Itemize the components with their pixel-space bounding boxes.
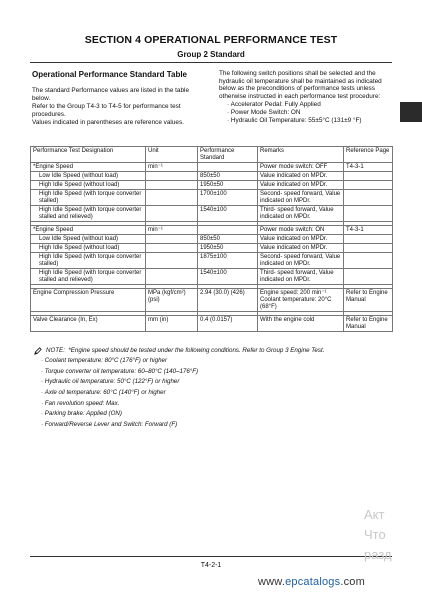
note-item: · Forward/Reverse Lever and Switch: Forward (F) bbox=[41, 421, 394, 429]
column-header: Remarks bbox=[258, 147, 344, 163]
column-header: Performance Standard bbox=[198, 147, 258, 163]
table-cell: High Idle Speed (with torque converter stalled) bbox=[31, 253, 146, 269]
column-header: Unit bbox=[146, 147, 198, 163]
intro-right-column bbox=[219, 70, 394, 124]
table-row bbox=[31, 316, 393, 332]
table-cell: 850±50 bbox=[198, 235, 258, 244]
note-conditions-list bbox=[34, 357, 394, 429]
table-cell bbox=[344, 253, 393, 269]
table-cell bbox=[146, 172, 198, 181]
note-label: NOTE: bbox=[46, 347, 65, 354]
table-body bbox=[31, 163, 393, 332]
intro-paragraph-2: Refer to the Group T4-3 to T4-5 for performance test procedures. bbox=[32, 103, 181, 118]
table-cell: High Idle Speed (without load) bbox=[31, 244, 146, 253]
table-cell bbox=[146, 269, 198, 285]
note-item: · Torque converter oil temperature: 60–80°C (140–176°F) bbox=[41, 368, 394, 376]
watermark-link[interactable] bbox=[258, 576, 365, 588]
table-cell bbox=[198, 163, 258, 172]
table-cell bbox=[344, 172, 393, 181]
table-cell bbox=[146, 253, 198, 269]
table-cell: Refer to Engine Manual bbox=[344, 289, 393, 312]
table-cell: High Idle Speed (with torque converter stalled and relieved) bbox=[31, 269, 146, 285]
table-row bbox=[31, 226, 393, 235]
note-text: *Engine speed should be tested under the following conditions. Refer to Group 3 Engine Test. bbox=[68, 347, 325, 354]
table-cell: 1875±100 bbox=[198, 253, 258, 269]
table-cell bbox=[146, 244, 198, 253]
watermark-prefix: www. bbox=[258, 576, 286, 588]
table-cell: 2.94 (30.0) (426) bbox=[198, 289, 258, 312]
table-row bbox=[31, 163, 393, 172]
table-cell: High Idle Speed (with torque converter stalled) bbox=[31, 190, 146, 206]
page-subtitle: Group 2 Standard bbox=[177, 50, 245, 59]
overlay-line: разд bbox=[364, 547, 392, 562]
table-row bbox=[31, 235, 393, 244]
intro-paragraph-1: The standard Performance values are listed in the table below. bbox=[32, 87, 190, 102]
pencil-icon bbox=[34, 347, 42, 355]
table-row bbox=[31, 244, 393, 253]
table-cell: Refer to Engine Manual bbox=[344, 316, 393, 332]
table-cell bbox=[344, 269, 393, 285]
table-row bbox=[31, 269, 393, 285]
table-cell bbox=[146, 235, 198, 244]
table-row bbox=[31, 172, 393, 181]
intro-left-column bbox=[32, 71, 207, 127]
performance-table bbox=[30, 146, 393, 332]
table-header-row bbox=[31, 147, 393, 163]
table-cell: *Engine Speed bbox=[31, 226, 146, 235]
header-divider bbox=[30, 62, 392, 63]
table-cell bbox=[198, 226, 258, 235]
column-header: Performance Test Designation bbox=[31, 147, 146, 163]
table-row bbox=[31, 253, 393, 269]
table-cell: 1540±100 bbox=[198, 206, 258, 222]
table-cell: Value indicated on MPDr. bbox=[258, 181, 344, 190]
table-cell: Third- speed forward, Value indicated on MPDr. bbox=[258, 269, 344, 285]
overlay-line: Что bbox=[364, 527, 386, 542]
footer-divider bbox=[30, 556, 392, 557]
table-cell: MPa (kgf/cm²) (psi) bbox=[146, 289, 198, 312]
section-heading: Operational Performance Standard Table bbox=[32, 70, 188, 79]
table-cell: Power mode switch: ON bbox=[258, 226, 344, 235]
table-row bbox=[31, 181, 393, 190]
precondition-item: · Hydraulic Oil Temperature: 55±5°C (131±9 °F) bbox=[227, 117, 394, 125]
os-activation-overlay bbox=[364, 505, 392, 565]
watermark-suffix: .com bbox=[340, 576, 365, 588]
watermark-brand: epcatalogs bbox=[285, 576, 341, 588]
table-cell bbox=[344, 206, 393, 222]
note-item: · Axle oil temperature: 60°C (140°F) or higher bbox=[41, 389, 394, 397]
note-item: · Hydraulic oil temperature: 50°C (122°F) or higher bbox=[41, 378, 394, 386]
note-item: · Parking brake: Applied (ON) bbox=[41, 410, 394, 418]
table-cell: *Engine Speed bbox=[31, 163, 146, 172]
table-cell: 0.4 (0.0157) bbox=[198, 316, 258, 332]
column-header: Reference Page bbox=[344, 147, 393, 163]
table-cell bbox=[146, 181, 198, 190]
table-row bbox=[31, 190, 393, 206]
preconditions-text: The following switch positions shall be selected and the hydraulic oil temperature shall be maintained as indicated below as the preconditions of performance tests unless otherwise instructed in each performance test procedure: bbox=[219, 70, 382, 100]
table-cell: 1540±100 bbox=[198, 269, 258, 285]
section-tab-marker bbox=[400, 102, 422, 122]
intro-paragraph-3: Values indicated in parentheses are reference values. bbox=[32, 119, 184, 126]
table-cell bbox=[146, 190, 198, 206]
precondition-item: · Accelerator Pedal: Fully Applied bbox=[227, 101, 394, 109]
table-cell: 1950±50 bbox=[198, 244, 258, 253]
table-cell: 850±50 bbox=[198, 172, 258, 181]
table-cell: High Idle Speed (with torque converter stalled and relieved) bbox=[31, 206, 146, 222]
table-cell bbox=[146, 206, 198, 222]
table-cell: Power mode switch: OFF bbox=[258, 163, 344, 172]
table-cell: Valve Clearance (In, Ex) bbox=[31, 316, 146, 332]
table-cell: With the engine cold bbox=[258, 316, 344, 332]
note-item: · Coolant temperature: 80°C (176°F) or higher bbox=[41, 357, 394, 365]
table-cell: Engine Compression Pressure bbox=[31, 289, 146, 312]
table-cell bbox=[344, 181, 393, 190]
table-row bbox=[31, 206, 393, 222]
table-cell: Second- speed forward, Value indicated on MPDr. bbox=[258, 253, 344, 269]
table-cell: Low Idle Speed (without load) bbox=[31, 172, 146, 181]
table-cell bbox=[344, 190, 393, 206]
table-cell: Value indicated on MPDr. bbox=[258, 235, 344, 244]
table-cell: Low Idle Speed (without load) bbox=[31, 235, 146, 244]
precondition-item: · Power Mode Switch: ON bbox=[227, 109, 394, 117]
overlay-line: Акт bbox=[364, 507, 385, 522]
table-cell: 1700±100 bbox=[198, 190, 258, 206]
table-cell: Value indicated on MPDr. bbox=[258, 172, 344, 181]
table-cell: 1950±50 bbox=[198, 181, 258, 190]
preconditions-list bbox=[219, 101, 394, 124]
table-cell bbox=[344, 235, 393, 244]
table-cell bbox=[344, 244, 393, 253]
table-cell: High Idle Speed (without load) bbox=[31, 181, 146, 190]
table-cell: Engine speed: 200 min⁻¹ Coolant temperature: 20°C (68°F) bbox=[258, 289, 344, 312]
table-cell: T4-3-1 bbox=[344, 226, 393, 235]
table-cell: mm (in) bbox=[146, 316, 198, 332]
table-cell: Third- speed forward, Value indicated on MPDr. bbox=[258, 206, 344, 222]
table-cell: min⁻¹ bbox=[146, 163, 198, 172]
table-cell: Second- speed forward, Value indicated on MPDr. bbox=[258, 190, 344, 206]
note-item: · Fan revolution speed: Max. bbox=[41, 400, 394, 408]
page-title: SECTION 4 OPERATIONAL PERFORMANCE TEST bbox=[84, 34, 338, 46]
page-number: T4-2-1 bbox=[200, 562, 222, 569]
table-row bbox=[31, 289, 393, 312]
table-cell: T4-3-1 bbox=[344, 163, 393, 172]
table-cell: min⁻¹ bbox=[146, 226, 198, 235]
note-block bbox=[34, 347, 394, 432]
table-cell: Value indicated on MPDr. bbox=[258, 244, 344, 253]
